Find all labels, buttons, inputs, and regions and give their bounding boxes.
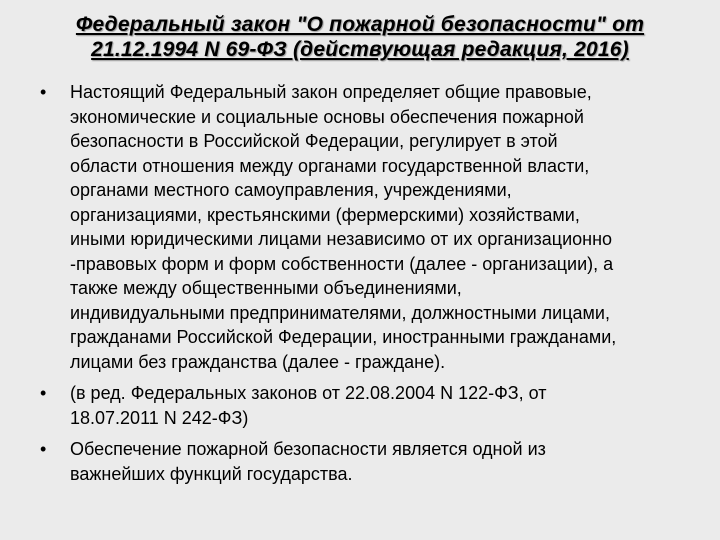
bullet-1-line: экономические и социальные основы обеспечения пожарной bbox=[70, 106, 584, 127]
bullet-1-line: безопасности в Российской Федерации, регулирует в этой bbox=[70, 131, 558, 151]
bullet-item-1 bbox=[0, 80, 720, 374]
bullet-list bbox=[0, 80, 720, 493]
bullet-dot-icon: • bbox=[40, 82, 47, 102]
bullet-2-line: (в ред. Федеральных законов от 22.08.2004 N 122-ФЗ, от bbox=[70, 383, 547, 403]
bullet-text-1 bbox=[70, 80, 695, 374]
bullet-dot-icon: • bbox=[40, 383, 47, 403]
bullet-1-line: органами местного самоуправления, учреждениями, bbox=[70, 180, 512, 200]
bullet-3-line: Обеспечение пожарной безопасности является одной из bbox=[70, 439, 546, 459]
bullet-item-2 bbox=[0, 381, 720, 430]
bullet-item-3 bbox=[0, 437, 720, 486]
bullet-1-line: также между общественными объединениями, bbox=[70, 278, 462, 298]
bullet-1-line: индивидуальными предпринимателями, должностными лицами, bbox=[70, 302, 610, 323]
bullet-1-line: области отношения между органами государственной власти, bbox=[70, 155, 590, 176]
bullet-text-2 bbox=[70, 381, 695, 430]
bullet-1-line: -правовых форм и форм собственности (далее - организации), а bbox=[70, 253, 614, 274]
bullet-dot-icon: • bbox=[40, 439, 47, 459]
bullet-1-line: иными юридическими лицами независимо от их организационно bbox=[70, 229, 613, 249]
bullet-2-line: 18.07.2011 N 242-ФЗ) bbox=[70, 407, 249, 428]
bullet-1-line: организациями, крестьянскими (фермерскими) хозяйствами, bbox=[70, 204, 580, 225]
bullet-1-line: гражданами Российской Федерации, иностранными гражданами, bbox=[70, 327, 617, 347]
bullet-1-line: лицами без гражданства (далее - граждане). bbox=[70, 351, 446, 372]
bullet-text-3 bbox=[70, 437, 695, 486]
bullet-1-line: Настоящий Федеральный закон определяет общие правовые, bbox=[70, 82, 592, 102]
slide-title bbox=[40, 12, 680, 62]
title-line-1: Федеральный закон "О пожарной безопасности" от bbox=[75, 13, 645, 36]
title-line-2: 21.12.1994 N 69-ФЗ (действующая редакция, 2016) bbox=[91, 38, 629, 61]
bullet-3-line: важнейших функций государства. bbox=[70, 463, 353, 484]
